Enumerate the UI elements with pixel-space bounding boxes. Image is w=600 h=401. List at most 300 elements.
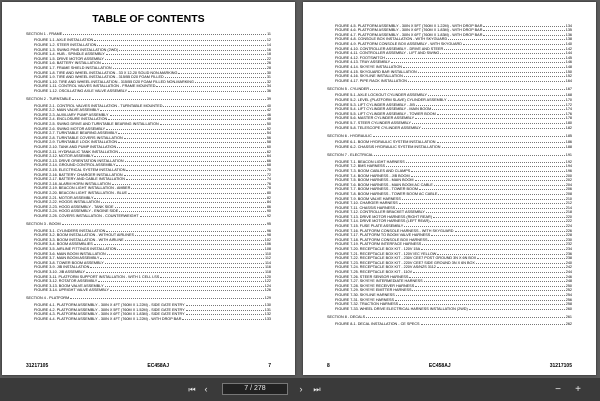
toc-page-number: 208 [565,191,572,196]
toc-entry-title: FIGURE 4-4. PLATFORM ASSEMBLY - 30IN X 4FT (760M X 1.22M) - WITH DROP BAR [34,316,182,321]
toc-entry-title: FIGURE 7-5. BOOM HARNESS - MAIN BOOM [335,178,414,183]
toc-entry-title: FIGURE 7-29. SKYEYE EMITTER HARNESS [335,288,412,293]
toc-section[interactable] [26,96,271,101]
toc-page-number: 52 [266,126,271,131]
dot-leader [86,269,264,273]
toc-entry-title: FIGURE 4-9. PLATFORM CONSOLE BOX ASSEMBLY - WITH SKYGUARD [335,41,462,46]
first-page-icon[interactable]: ⏮ [188,385,196,394]
dot-leader [195,79,266,83]
toc-page-number: 132 [264,312,271,317]
toc-entry-title: FIGURE 2-7. TURNTABLE BEARING ASSEMBLY [34,131,118,136]
toc-entry-title: FIGURE 4-16. SKYLINE INSTALLATION [335,74,403,79]
toc-entry-title: FIGURE 7-12. CONTROLLER BRACKET ASSEMBLY [335,210,425,215]
toc-entry-title: FIGURE 4-5. PLATFORM ASSEMBLY - 30IN X 5FT (760M X 1.22M) - WITH DROP BAR [335,23,483,28]
toc-page-number: 58 [266,140,271,145]
toc-entry-title: FIGURE 1-6. BATTERY INSTALLATION [34,61,101,66]
dot-leader [140,213,266,217]
toc-entry-title: FIGURE 5-8. TELESCOPE CYLINDER ASSEMBLY [335,125,421,130]
toc-page-number: 48 [266,117,271,122]
next-page-icon[interactable]: › [299,384,303,394]
dot-leader [113,65,266,69]
toc-entry-title: FIGURE 3-11. PLATFORM SUPPORT INSTALLATION - WITH 1 CELL LSS [34,274,160,279]
prev-page-icon[interactable]: ‹ [204,384,208,394]
toc-page-number: 129 [264,296,271,301]
dot-leader [483,28,564,32]
toc-entry-title: FIGURE 2-9. TURNTABLE LOCK INSTALLATION [34,140,118,145]
zoom-in-icon[interactable]: + [575,384,581,395]
toc-page-number: 240 [565,260,572,265]
dot-leader [442,144,565,148]
toc-page-number: 90 [266,209,271,214]
toc-entry-title: FIGURE 5-1. AXLE LOCKOUT CYLINDER ASSEMBLY [335,93,427,98]
toc-entry-title: FIGURE 1-10. TIRE AND WHEEL INSTALLATION - 315/55 D20 FOAM FILLED NON-MARKING [34,79,194,84]
toc-page-number: 194 [565,164,572,169]
toc-page-number: 252 [565,288,572,293]
dot-leader [102,61,266,65]
toc-entry-title: FIGURE 4-6. PLATFORM ASSEMBLY - 30IN X 6FT (760M X 1.83M) - WITH DROP BAR [335,28,483,33]
toc-entry-title: FIGURE 2-10. TANK AND PUMP INSTALLATION [34,145,117,150]
toc-page-number: 164 [565,78,572,83]
dot-leader [115,204,266,208]
toc-entry-title: FIGURE 7-17. PLATFORM TO BOOM VALVE HARNESS [335,233,431,238]
table-of-contents [327,23,572,326]
toc-page-number: 202 [565,178,572,183]
dot-leader [117,246,263,250]
toc-entry-title: FIGURE 1-4. HUB - SPINDLE ASSEMBLY [34,52,105,57]
dot-leader [386,164,565,168]
toc-page-number: 50 [266,122,271,127]
dot-leader [438,191,564,195]
dot-leader [404,223,565,227]
toc-page-number: 232 [565,242,572,247]
dot-leader [186,312,264,316]
dot-leader [118,140,266,144]
dot-leader [434,182,565,186]
toc-page-number: 96 [266,228,271,233]
toc-page-number: 191 [565,152,572,157]
toc-page-number: 250 [565,283,572,288]
dot-leader [106,52,266,56]
toc-page-number: 218 [565,210,572,215]
toc-entry-title: FIGURE 4-13. TRAY ASSEMBLY [335,60,391,65]
dot-leader [419,187,565,191]
toc-entry-title: FIGURE 2-16. BATTERY CHARGER INSTALLATION [34,172,123,177]
toc-page-number: 188 [565,145,572,149]
toc-entry-title: FIGURE 2-22. HOODS INSTALLATION [34,200,100,205]
toc-entry-title: FIGURE 3-4. BOOM ASSEMBLIES [34,242,93,247]
dot-leader [416,102,565,106]
dot-leader [415,178,565,182]
toc-entry-title: FIGURE 3-10. JIB ASSEMBLY [34,270,85,275]
toc-page-number: 80 [266,190,271,195]
last-page-icon[interactable]: ⏭ [313,385,321,394]
toc-entry-title: FIGURE 4-7. PLATFORM ASSEMBLY - 30IN X 6FT (760M X 1.83M) - WITH DROP BAR [335,32,483,37]
toc-page-number: 14 [266,42,271,47]
toc-entry-title: FIGURE 1-8. TIRE AND WHEEL INSTALLATION - 33 X 12-20 SOLID NON-MARKING [34,70,178,75]
toc-entry-title: FIGURE 3-9. JIB INSTALLATION [34,265,90,270]
footer-model: EC458AJ [428,363,451,369]
toc-page-number: 200 [565,173,572,178]
toc-entry-title: SECTION 7 - ELECTRICAL [327,152,374,157]
dot-leader [437,251,564,255]
toc-entry-title: FIGURE 2-17. BATTERY AND CABLE INSTALLATION [34,177,125,182]
toc-page-number: 11 [267,31,271,36]
toc-page-number: 16 [266,47,271,52]
toc-entry-title: FIGURE 6-1. BOOM HYDRAULIC SYSTEM INSTALLATION [335,140,436,145]
dot-leader [186,307,264,311]
dot-leader [391,60,565,64]
toc-entry-title: FIGURE 3-12. ROTATOR ASSEMBLY [34,279,98,284]
dot-leader [463,41,565,45]
toc-page-number: 106 [264,242,271,247]
toc-page-number: 174 [565,107,572,112]
toc-page-number: 72 [266,172,271,177]
toc-page-number: 178 [565,116,572,121]
dot-leader [437,111,565,115]
dot-leader [128,88,266,92]
toc-page-number: 124 [264,283,271,288]
dot-leader [125,237,264,241]
toc-entry[interactable] [327,321,572,326]
toc-page-number: 196 [565,168,572,173]
toc-entry-title: SECTION 3 - BOOM [26,221,61,226]
toc-page-number: 146 [565,60,572,65]
dot-leader [131,186,266,190]
toc-section[interactable] [327,314,572,319]
dot-leader [440,51,564,55]
toc-entry-title: FIGURE 7-30. SKYLINE HARNESS [335,292,395,297]
toc-entry[interactable] [327,125,572,130]
toc-page-number: 168 [565,93,572,98]
toc-section[interactable] [26,221,271,226]
toc-page-number: 246 [565,274,572,279]
toc-page-number: 70 [266,167,271,172]
toc-page-number: 40 [266,103,271,108]
toc-page-number: 248 [565,279,572,284]
toc-entry-title: FIGURE 7-24. RECEPTACLE BOX KIT - 220V AS/NZS 3112 [335,265,436,270]
toc-page-number: 212 [565,201,572,206]
dot-leader [395,297,565,301]
dot-leader [428,237,564,241]
dot-leader [477,256,564,260]
toc-page-number: 86 [266,204,271,209]
page-number-input[interactable] [222,383,288,395]
dot-leader [444,46,565,50]
toc-page-number: 220 [565,214,572,219]
toc-page-number: 18 [266,52,271,57]
dot-leader [72,96,266,100]
toc-entry-title: FIGURE 7-14. DRIVE MOTOR HARNESS (LEFT REAR) [335,219,430,224]
toc-page-number: 152 [565,74,572,79]
toc-page-number: 36 [266,88,271,93]
toc-page-number: 172 [565,102,572,107]
dot-leader [119,47,266,51]
toc-entry-title: FIGURE 2-13. DRIVE ORIENTATION INSTALLATION [34,158,124,163]
toc-page-number: 28 [266,65,271,70]
page-footer [327,363,572,369]
dot-leader [126,167,265,171]
dot-leader [422,125,565,129]
toc-page-number: 176 [565,111,572,116]
dot-leader [63,31,266,35]
toc-entry-title: FIGURE 4-2. PLATFORM ASSEMBLY - 30IN X 5FT (760M X 1.52M) - SIDE GATE ENTRY [34,307,185,312]
toc-entry-title: FIGURE 7-18. PLATFORM CONSOLE BOX HARNESS [335,237,428,242]
zoom-out-icon[interactable]: − [555,384,561,395]
toc-entry-title: FIGURE 7-31. SKYEYE HARNESS [335,297,394,302]
dot-leader [178,70,265,74]
toc-entry-title: FIGURE 2-12. MOTOR ASSEMBLY [34,154,94,159]
toc-page-number: 92 [266,213,271,218]
dot-leader [105,283,264,287]
dot-leader [403,64,565,68]
toc-page-number: 260 [565,306,572,311]
toc-entry-title: FIGURE 7-20. RECEPTACLE BOX KIT - 120V 15A [335,247,421,252]
toc-entry-title: FIGURE 2-14. GROUND CONTROL ASSEMBLY [34,163,116,168]
toc-entry-title: FIGURE 3-5. AIRLINE FITTINGS INSTALLATION [34,247,117,252]
toc-page-number: 261 [565,314,572,319]
dot-leader [160,274,263,278]
toc-page-number: 244 [565,270,572,275]
dot-leader [62,221,266,225]
toc-page-number: 256 [565,297,572,302]
dot-leader [100,108,265,112]
dot-leader [163,103,265,107]
toc-page-number: 228 [565,233,572,238]
toc-page-number: 64 [266,154,271,159]
toc-page-number: 144 [565,51,572,56]
toc-entry-title: FIGURE 2-11. HYDRAULIC TANK INSTALLATION [34,149,119,154]
dot-leader [415,116,565,120]
dot-leader [413,269,565,273]
toc-entry-title: FIGURE 5-6. MASTER CYLINDER ASSEMBLY [335,116,415,121]
toc-entry-title: FIGURE 2-2. MAIN VALVE ASSEMBLY [34,108,100,113]
toc-entry[interactable] [26,88,271,93]
toc-page-number: 136 [565,32,572,37]
toc-page-number: 148 [565,64,572,69]
toc-page-number: 112 [265,256,271,261]
toc-page-number: 131 [264,307,271,312]
toc-page-number: 150 [565,69,572,74]
footer-page-number: 8 [327,363,330,369]
toc-entry-title: FIGURE 3-13. BOOM VALVE ASSEMBLY [34,283,104,288]
toc-entry[interactable] [26,316,271,321]
toc-page-number: 60 [266,145,271,150]
dot-leader [399,302,565,306]
dot-leader [412,120,565,124]
toc-entry-title: FIGURE 1-11. CONTROL VALVES INSTALLATION - FRAME MOUNTED [34,84,156,89]
toc-page-number: 242 [565,265,572,270]
toc-page-number: 142 [565,46,572,51]
toc-page-number: 234 [565,247,572,252]
toc-entry-title: FIGURE 7-32. TRACTION HARNESS [335,302,399,307]
dot-leader [421,321,565,325]
dot-leader [396,292,565,296]
dot-leader [418,69,565,73]
toc-entry-title: FIGURE 7-28. SKYEYE RECEIVER HARNESS [335,283,415,288]
toc-page-number: 133 [264,316,271,321]
toc-entry-title: FIGURE 7-27. SKYEYE INTERMEDIATE HARNESS [335,279,423,284]
toc-entry-title: FIGURE 5-5. LIFT CYLINDER ASSEMBLY - TOWER BOOM [335,111,436,116]
toc-page-number: 108 [264,247,271,252]
dot-leader [431,233,564,237]
toc-entry-title: FIGURE 4-17. PIPE RACK INSTALLATION [335,78,407,83]
toc-entry[interactable] [327,78,572,83]
dot-leader [412,288,564,292]
page-title: TABLE OF CONTENTS [92,13,205,25]
dot-leader [125,158,266,162]
toc-entry-title: FIGURE 7-33. WHEEL DRIVE ELECTRICAL HARNESS INSTALLATION (2WD) [335,306,468,311]
dot-leader [97,42,265,46]
toc-entry-title: FIGURE 7-15. FUSE PLATE ASSEMBLY [335,224,404,229]
footer-doc-number: 31217105 [26,363,49,369]
toc-page-number: 186 [565,140,572,145]
toc-entry-title: FIGURE 7-13. DRIVE MOTOR HARNESS (RIGHT REAR) [335,214,432,219]
toc-entry-title: FIGURE 7-22. RECEPTACLE BOX KIT - 230V CEE7 POST GROUND 3N X 6N BOX [335,256,477,261]
left-page [2,2,295,375]
dot-leader [106,126,266,130]
dot-leader [135,233,266,237]
dot-leader [426,210,565,214]
toc-page-number: 62 [266,149,271,154]
toc-page-number: 185 [565,133,572,138]
toc-page-number: 116 [265,265,271,270]
dot-leader [116,163,265,167]
dot-leader [128,190,266,194]
dot-leader [411,173,565,177]
dot-leader [424,279,565,283]
toc-entry-title: SECTION 4 - PLATFORM [26,296,70,301]
toc-entry-title: FIGURE 7-21. RECEPTACLE BOX KIT - 120V IEC YELLOW [335,251,437,256]
toc-entry[interactable] [26,213,271,218]
toc-entry-title: FIGURE 4-3. PLATFORM ASSEMBLY - 30IN X 6FT (760M X 1.83M) - SIDE GATE ENTRY [34,312,185,317]
dot-leader [94,195,265,199]
toc-page-number: 30 [266,70,271,75]
toc-entry-title: FIGURE 7-23. RECEPTACLE BOX KIT - 220V CEE7 SIDE GROUND 3N X 6N BOX [335,260,475,265]
dot-leader [108,117,266,121]
page-footer [26,363,271,369]
toc-page-number: 226 [565,228,572,233]
toc-section[interactable] [26,31,271,36]
footer-page-number: 7 [268,363,271,369]
toc-entry-title: FIGURE 7-3. BOOM CABLES AND CLAMPS [335,168,411,173]
toc-page-number: 210 [565,196,572,201]
dot-leader [411,168,565,172]
toc-entry-title: FIGURE 3-1. CYLINDERS INSTALLATION [34,228,106,233]
right-page [303,2,596,375]
toc-page-number: 122 [264,279,271,284]
toc-entry-title: FIGURE 7-10. CHARGER HARNESS [335,201,398,206]
dot-leader [112,181,266,185]
toc-page-number: 126 [264,288,271,293]
toc-page-number: 54 [266,131,271,136]
toc-page-number: 222 [565,219,572,224]
toc-entry-title: FIGURE 2-21. MOTOR ASSEMBLY [34,195,94,200]
toc-entry-title: FIGURE 4-12. FOOTSWITCH [335,55,386,60]
dot-leader [156,84,265,88]
dot-leader [186,303,264,307]
toc-entry-title: FIGURE 5-4. LIFT CYLINDER ASSEMBLY - MAIN BOOM [335,107,432,112]
toc-page-number: 68 [266,163,271,168]
toc-page-number: 258 [565,302,572,307]
toc-page-number: 26 [266,61,271,66]
dot-leader [119,149,266,153]
toc-page-number: 134 [565,23,572,28]
toc-entry-title: FIGURE 4-14. SKYEYE INSTALLATION [335,64,402,69]
toc-page-number: 170 [565,98,572,103]
toc-section[interactable] [327,152,572,157]
toc-entry-title: SECTION 6 - HYDRAULIC [327,133,372,138]
dot-leader [437,265,565,269]
toc-page-number: 74 [266,177,271,182]
toc-page-number: 22 [266,56,271,61]
toc-page-number: 262 [565,321,572,326]
toc-entry-title: FIGURE 7-2. BMS HARNESS [335,164,386,169]
toc-entry[interactable] [327,144,572,149]
table-of-contents [26,31,271,321]
dot-leader [448,37,565,41]
toc-entry-title: FIGURE 6-2. CHASSIS HYDRAULIC SYSTEM INSTALLATION [335,145,441,149]
toc-entry-title: FIGURE 7-9. BOOM VALVE HARNESS [335,196,401,201]
dot-leader [94,242,264,246]
toc-entry-title: FIGURE 7-19. PLATFORM INTERFACE HARNESS [335,242,422,247]
dot-leader [107,251,264,255]
dot-leader [94,154,265,158]
toc-entry-title: FIGURE 3-8. TOWER BOOM ASSEMBLY [34,260,104,265]
toc-page-number: 66 [266,158,271,163]
dot-leader [119,209,266,213]
toc-page-number: 192 [565,159,572,164]
toc-page-number: 238 [565,256,572,261]
toc-entry-title: FIGURE 2-18. ALARM HORN INSTALLATION [34,181,111,186]
toc-page-number: 204 [565,182,572,187]
toc-entry-title: SECTION 8 - DECALS [327,314,366,319]
toc-entry-title: SECTION 2 - TURNTABLE [26,96,72,101]
toc-page-number: 95 [266,221,271,226]
toc-page-number: 224 [565,224,572,229]
toc-page-number: 82 [266,195,271,200]
dot-leader [409,274,564,278]
toc-page-number: 31 [266,75,271,80]
toc-entry-title: FIGURE 2-20. BEACON LIGHT INSTALLATION - BLUE [34,190,127,195]
toc-entry-title: FIGURE 2-1. CONTROL VALVES INSTALLATION - TURNTABLE MOUNTED [34,103,163,108]
dot-leader [476,260,565,264]
toc-page-number: 98 [266,233,271,238]
toc-entry-title: FIGURE 1-5. DRIVE MOTOR ASSEMBLY [34,56,104,61]
toc-entry-title: FIGURE 5-3. LIFT CYLINDER ASSEMBLY - JIB [335,102,415,107]
toc-page-number: 118 [265,270,271,275]
toc-page-number: 214 [565,205,572,210]
toc-section[interactable] [26,296,271,301]
toc-entry[interactable] [26,288,271,293]
toc-entry-title: FIGURE 7-25. RECEPTACLE BOX KIT - 110V [335,270,413,275]
toc-page-number: 254 [565,292,572,297]
toc-entry-title: FIGURE 7-6. BOOM HARNESS - MAIN BOOM AC CABLE [335,182,433,187]
toc-page-number: 32 [266,79,271,84]
toc-page-number: 230 [565,237,572,242]
toc-entry-title: FIGURE 8-1. DECAL INSTALLATION - CE SPECS [335,321,420,326]
toc-entry-title: FIGURE 2-3. AUXILIARY PUMP ASSEMBLY [34,112,109,117]
toc-section[interactable] [327,133,572,138]
dot-leader [110,288,264,292]
toc-page-number: 39 [266,96,271,101]
toc-entry-title: FIGURE 7-7. BOOM HARNESS - TOWER BOOM [335,187,418,192]
dot-leader [408,78,565,82]
dot-leader [165,75,266,79]
toc-page-number: 76 [266,181,271,186]
toc-entry[interactable] [327,306,572,311]
toc-section[interactable] [327,86,572,91]
toc-entry-title: FIGURE 7-8. BOOM HARNESS - TOWER BOOM AC CABLE [335,191,438,196]
